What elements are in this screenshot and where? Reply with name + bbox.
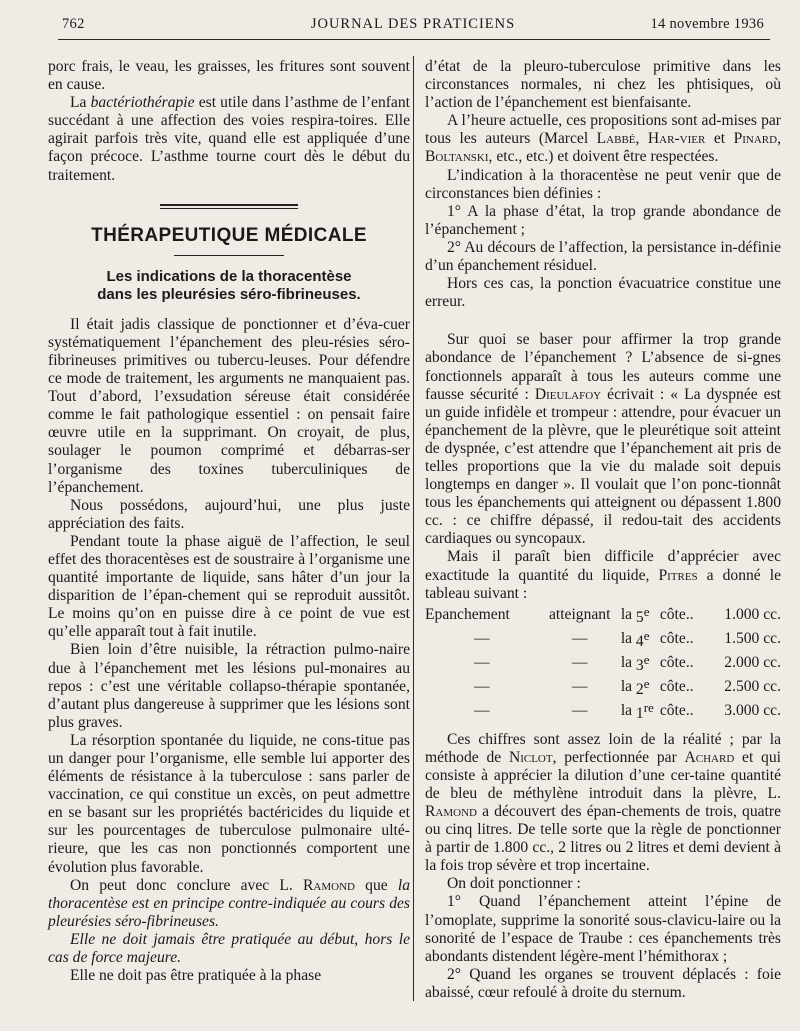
body-paragraph: Pendant toute la phase aiguë de l’affection, le seul effet des thoracentèses est de soustraire à l’organisme une quantité importante de liquide, sans hâter d’un jour la disparition de l’épan-chement qui se reproduit aussitôt. Le moins qu’on en puisse dire à ce point de vue est qu’elle apparaît tout à fait inutile. [48,532,410,641]
body-paragraph: On doit ponctionner : [447,875,581,893]
right-column [425,58,781,1002]
left-column [48,58,410,985]
article-title: Les indications de la thoracentèse dans les pleurésies séro-fibrineuses. [97,267,361,303]
body-paragraph: Il était jadis classique de ponctionner et d’éva-cuer systématiquement l’épanchement des pleu-résies séro-fibrineuses primitives ou tubercu-leuses. Pour défendre ce mode de traitement, les arguments ne manquaient pas. Tout d’abord, l’exsudation séreuse était considérée comme le fait pathologique essentiel : on pensait faire œuvre utile en la supprimant. On croyait, de plus, soulager le poumon comprimé et débarras-ser l’organisme des toxines tuberculiniques de l’épanchement. [48,315,410,496]
body-paragraph: Nous possédons, aujourd’hui, une plus juste appréciation des faits. [48,496,410,532]
section-title: THÉRAPEUTIQUE MÉDICALE [91,224,367,246]
header-rule [58,39,770,40]
body-paragraph: d’état de la pleuro-tuberculose primitive dans les circonstances normales, ni chez les phtisiques, où l’action de l’épanchement est bienfaisante. [425,58,781,112]
body-paragraph: L’indication à la thoracentèse ne peut venir que de circonstances bien définies : [425,166,781,202]
table-row: — — la 2e côte.. 2.500 cc. [473,675,781,698]
table-row: Epanchement atteignant la 5e côte.. 1.000 cc. [425,603,781,626]
body-paragraph: Hors ces cas, la ponction évacuatrice constitue une erreur. [425,275,781,311]
body-paragraph: Bien loin d’être nuisible, la rétraction pulmo-naire due à l’épanchement met les lésions pul-monaires au repos : c’est une véritable collapso-thérapie spontanée, d’autant plus dangereuse à supprimer que les lésions sont plus graves. [48,641,410,731]
body-paragraph: Elle ne doit pas être pratiquée à la phase [70,967,322,985]
section-separator [160,204,298,209]
authors-paragraph: A l’heure actuelle, ces propositions sont ad-mises par tous les auteurs (Marcel Labbé, Har-vier et Pinard, Boltanski, etc., etc.) et doivent être respectées. [425,112,781,166]
intro-paragraph-1: porc frais, le veau, les graisses, les fritures sont souvent en cause. [48,58,410,94]
pitres-paragraph: Mais il paraît bien difficile d’apprécier avec exactitude la quantité du liquide, Pitres a donné le tableau suivant : [425,548,781,602]
pitres-table [425,603,781,723]
journal-title: JOURNAL DES PRATICIENS [310,16,516,32]
page-number: 762 [62,16,85,32]
indication-item: 2° Quand les organes se trouvent déplacés : foie abaissé, cœur refoulé à droite du sternum. [425,965,781,1001]
indication-item: 2° Au décours de l’affection, la persistance in-définie d’un épanchement résiduel. [425,238,781,275]
ramond-conclusion: On peut donc conclure avec L. Ramond que la thoracentèse est en principe contre-indiquée au cours des pleurésies séro-fibrineuses. [48,876,410,930]
issue-date: 14 novembre 1936 [650,16,764,32]
column-divider [413,56,414,1001]
title-rule [174,255,284,256]
niclot-paragraph: Ces chiffres sont assez loin de la réalité ; par la méthode de Niclot, perfectionnée par Achard et qui consiste à apprécier la dilution d’une cer-taine quantité de bleu de méthylène introduit dans la plèvre, L. Ramond a découvert des épan-chements de trois, quatre ou cinq litres. De telle sorte que la règle de ponctionner à partir de 1.800 cc., 2 litres ou 2 litres et demi devient à la fois trop sévère et trop incertaine. [425,730,781,875]
indication-item: 1° A la phase d’état, la trop grande abondance de l’épanchement ; [425,202,781,238]
page-header [62,16,764,40]
dieulafoy-paragraph: Sur quoi se baser pour affirmer la trop grande abondance de l’épanchement ? L’absence de si-gnes fonctionnels apparaît à tous les auteurs comme une fausse sécurité : Dieulafoy écrivait : « La dyspnée est un guide infidèle et trompeur : attendre, pour évacuer un épanchement de la plèvre, que le pleurétique soit atteint de dyspnée, c’est attendre que l’épanchement ait pris de telles proportions que la vie du malade soit depuis longtemps en danger ». Il voulait que l’on ponc-tionnât tous les épanchements qui atteignent ou dépassent 1.800 cc. : ce chiffre dépassé, il redou-tait des accidents cardiaques ou syncopaux. [425,331,782,548]
italic-rule-paragraph: Elle ne doit jamais être pratiquée au début, hors le cas de force majeure. [48,930,410,967]
table-row: — — la 4e côte.. 1.500 cc. [473,627,781,650]
table-row: — — la 1re côte.. 3.000 cc. [473,699,781,722]
body-paragraph: La résorption spontanée du liquide, ne cons-titue pas un danger pour l’organisme, elle semble lui apporter des éléments de résistance à la tuberculose : sans parler de vaccination, ce qui constitue un excès, on peut admettre en se basant sur les propriétés bactéricides du liquide et sur les pourcentages de tuberculose pulmonaire ulté-rieure, que les cas non ponctionnés comportent une évolution plus favorable. [48,731,410,876]
table-row: — — la 3e côte.. 2.000 cc. [473,651,781,674]
indication-item: 1° Quand l’épanchement atteint l’épine de l’omoplate, supprime la sonorité sous-clavicu-laire ou la sonorité de l’espace de Traube : ces épanchements très abondants distendent légère-ment l’hémithorax ; [425,893,781,965]
intro-paragraph-2: La bactériothérapie est utile dans l’asthme de l’enfant succédant à une affection des voies respira-toires. Elle agirait parfois très vite, quand elle est appliquée d’une façon précoce. L’asthme tourne court dès le début du traitement. [48,94,410,184]
